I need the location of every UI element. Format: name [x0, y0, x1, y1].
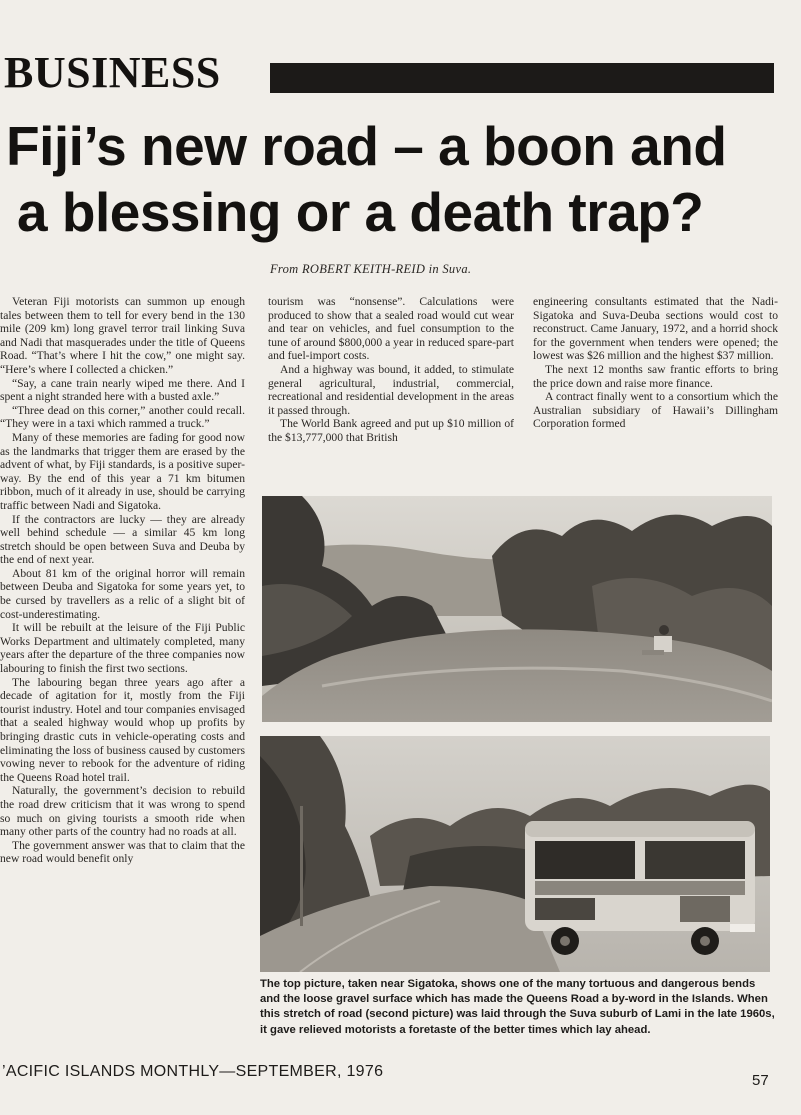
paragraph: And a highway was bound, it added, to stimulate general agricultural, industrial, commercial, recreational and residential development in the areas it passed through. [268, 362, 514, 417]
paragraph: It will be rebuilt at the leisure of the Fiji Public Works Department and ultimately completed, many years after the departure of the three companies now labouring to finish the first two sections. [0, 621, 245, 676]
section-heading: BUSINESS [4, 48, 221, 97]
article-column-3 [533, 295, 778, 490]
paragraph: The government answer was that to claim that the new road would benefit only [0, 838, 245, 866]
paragraph: “Three dead on this corner,” another could recall. “They were in a taxi which rammed a truck.” [0, 403, 245, 431]
paragraph: The labouring began three years ago after a decade of agitation for it, mostly from the Fiji tourist industry. Hotel and tour companies envisaged that a sealed highway would whop up profits by bringing drastic cuts in vehicle-operating costs and eliminating the loss of business caused by customers vowing never to rebook for the adventure of riding the Queens Road hotel trail. [0, 675, 245, 784]
gravel-road-bend-photo [262, 496, 772, 722]
article-column-2 [268, 295, 514, 490]
footer-publication-line: ’ACIFIC ISLANDS MONTHLY—SEPTEMBER, 1976 [2, 1063, 384, 1080]
headline-line-2: a blessing or a death trap? [17, 181, 704, 243]
byline: From ROBERT KEITH-REID in Suva. [270, 262, 472, 276]
paragraph: Veteran Fiji motorists can summon up enough tales between them to tell for every bend in the 130 mile (209 km) long gravel terror trail linking Suva and Nadi that masquerades under the title of Queens Road. “That’s where I hit the cow,” one might say. “Here’s where I collected a chicken.” [0, 295, 245, 376]
paragraph: About 81 km of the original horror will remain between Deuba and Sigatoka for some years yet, to be cursed by travellers as a relic of a slight bit of cost-underestimating. [0, 566, 245, 621]
page-number: 57 [752, 1072, 769, 1089]
paragraph: A contract finally went to a consortium which the Australian subsidiary of Hawaii’s Dillingham Corporation formed [533, 390, 778, 431]
paragraph: If the contractors are lucky — they are already well behind schedule — a similar 45 km long stretch should be open between Suva and Deuba by the end of next year. [0, 512, 245, 567]
paragraph: tourism was “nonsense”. Calculations were produced to show that a sealed road would cut wear and tear on vehicles, and fuel consumption to the tune of around $800,000 a year in reduced spare-part and fuel-import costs. [268, 295, 514, 363]
article-column-1 [0, 295, 245, 1055]
paragraph: Naturally, the government’s decision to rebuild the road drew criticism that it was wrong to spend so much on giving tourists a smooth ride when many other parts of the country had no roads at all. [0, 784, 245, 839]
photo-caption: The top picture, taken near Sigatoka, shows one of the many tortuous and dangerous bends and the loose gravel surface which has made the Queens Road a by-word in the Islands. When this stretch of road (second picture) was laid through the Suva suburb of Lami in the late 1960s, it gave relieved motorists a foretaste of the better times which lay ahead. [260, 978, 775, 1036]
paragraph: Many of these memories are fading for good now as the landmarks that trigger them are erased by the advent of what, by Fiji standards, is a positive super-way. By the end of this year a 71 km bitumen ribbon, much of it already in use, should be carrying traffic between Nadi and Sigatoka. [0, 430, 245, 512]
paragraph: engineering consultants estimated that the Nadi-Sigatoka and Suva-Deuba sections would cost to reconstruct. Came January, 1972, and a horrid shock for the government when tenders were opened; the lowest was $26 million and the highest $37 million. [533, 295, 778, 363]
section-rule-bar [270, 63, 774, 93]
sealed-road-bus-photo [260, 736, 770, 972]
headline [6, 113, 796, 245]
paragraph: The next 12 months saw frantic efforts to bring the price down and raise more finance. [533, 362, 778, 390]
paragraph: “Say, a cane train nearly wiped me there. And I spent a night stranded here with a busted axle.” [0, 376, 245, 404]
paragraph: The World Bank agreed and put up $10 million of the $13,777,000 that British [268, 417, 514, 444]
headline-line-1: Fiji’s new road – a boon and [6, 115, 727, 177]
